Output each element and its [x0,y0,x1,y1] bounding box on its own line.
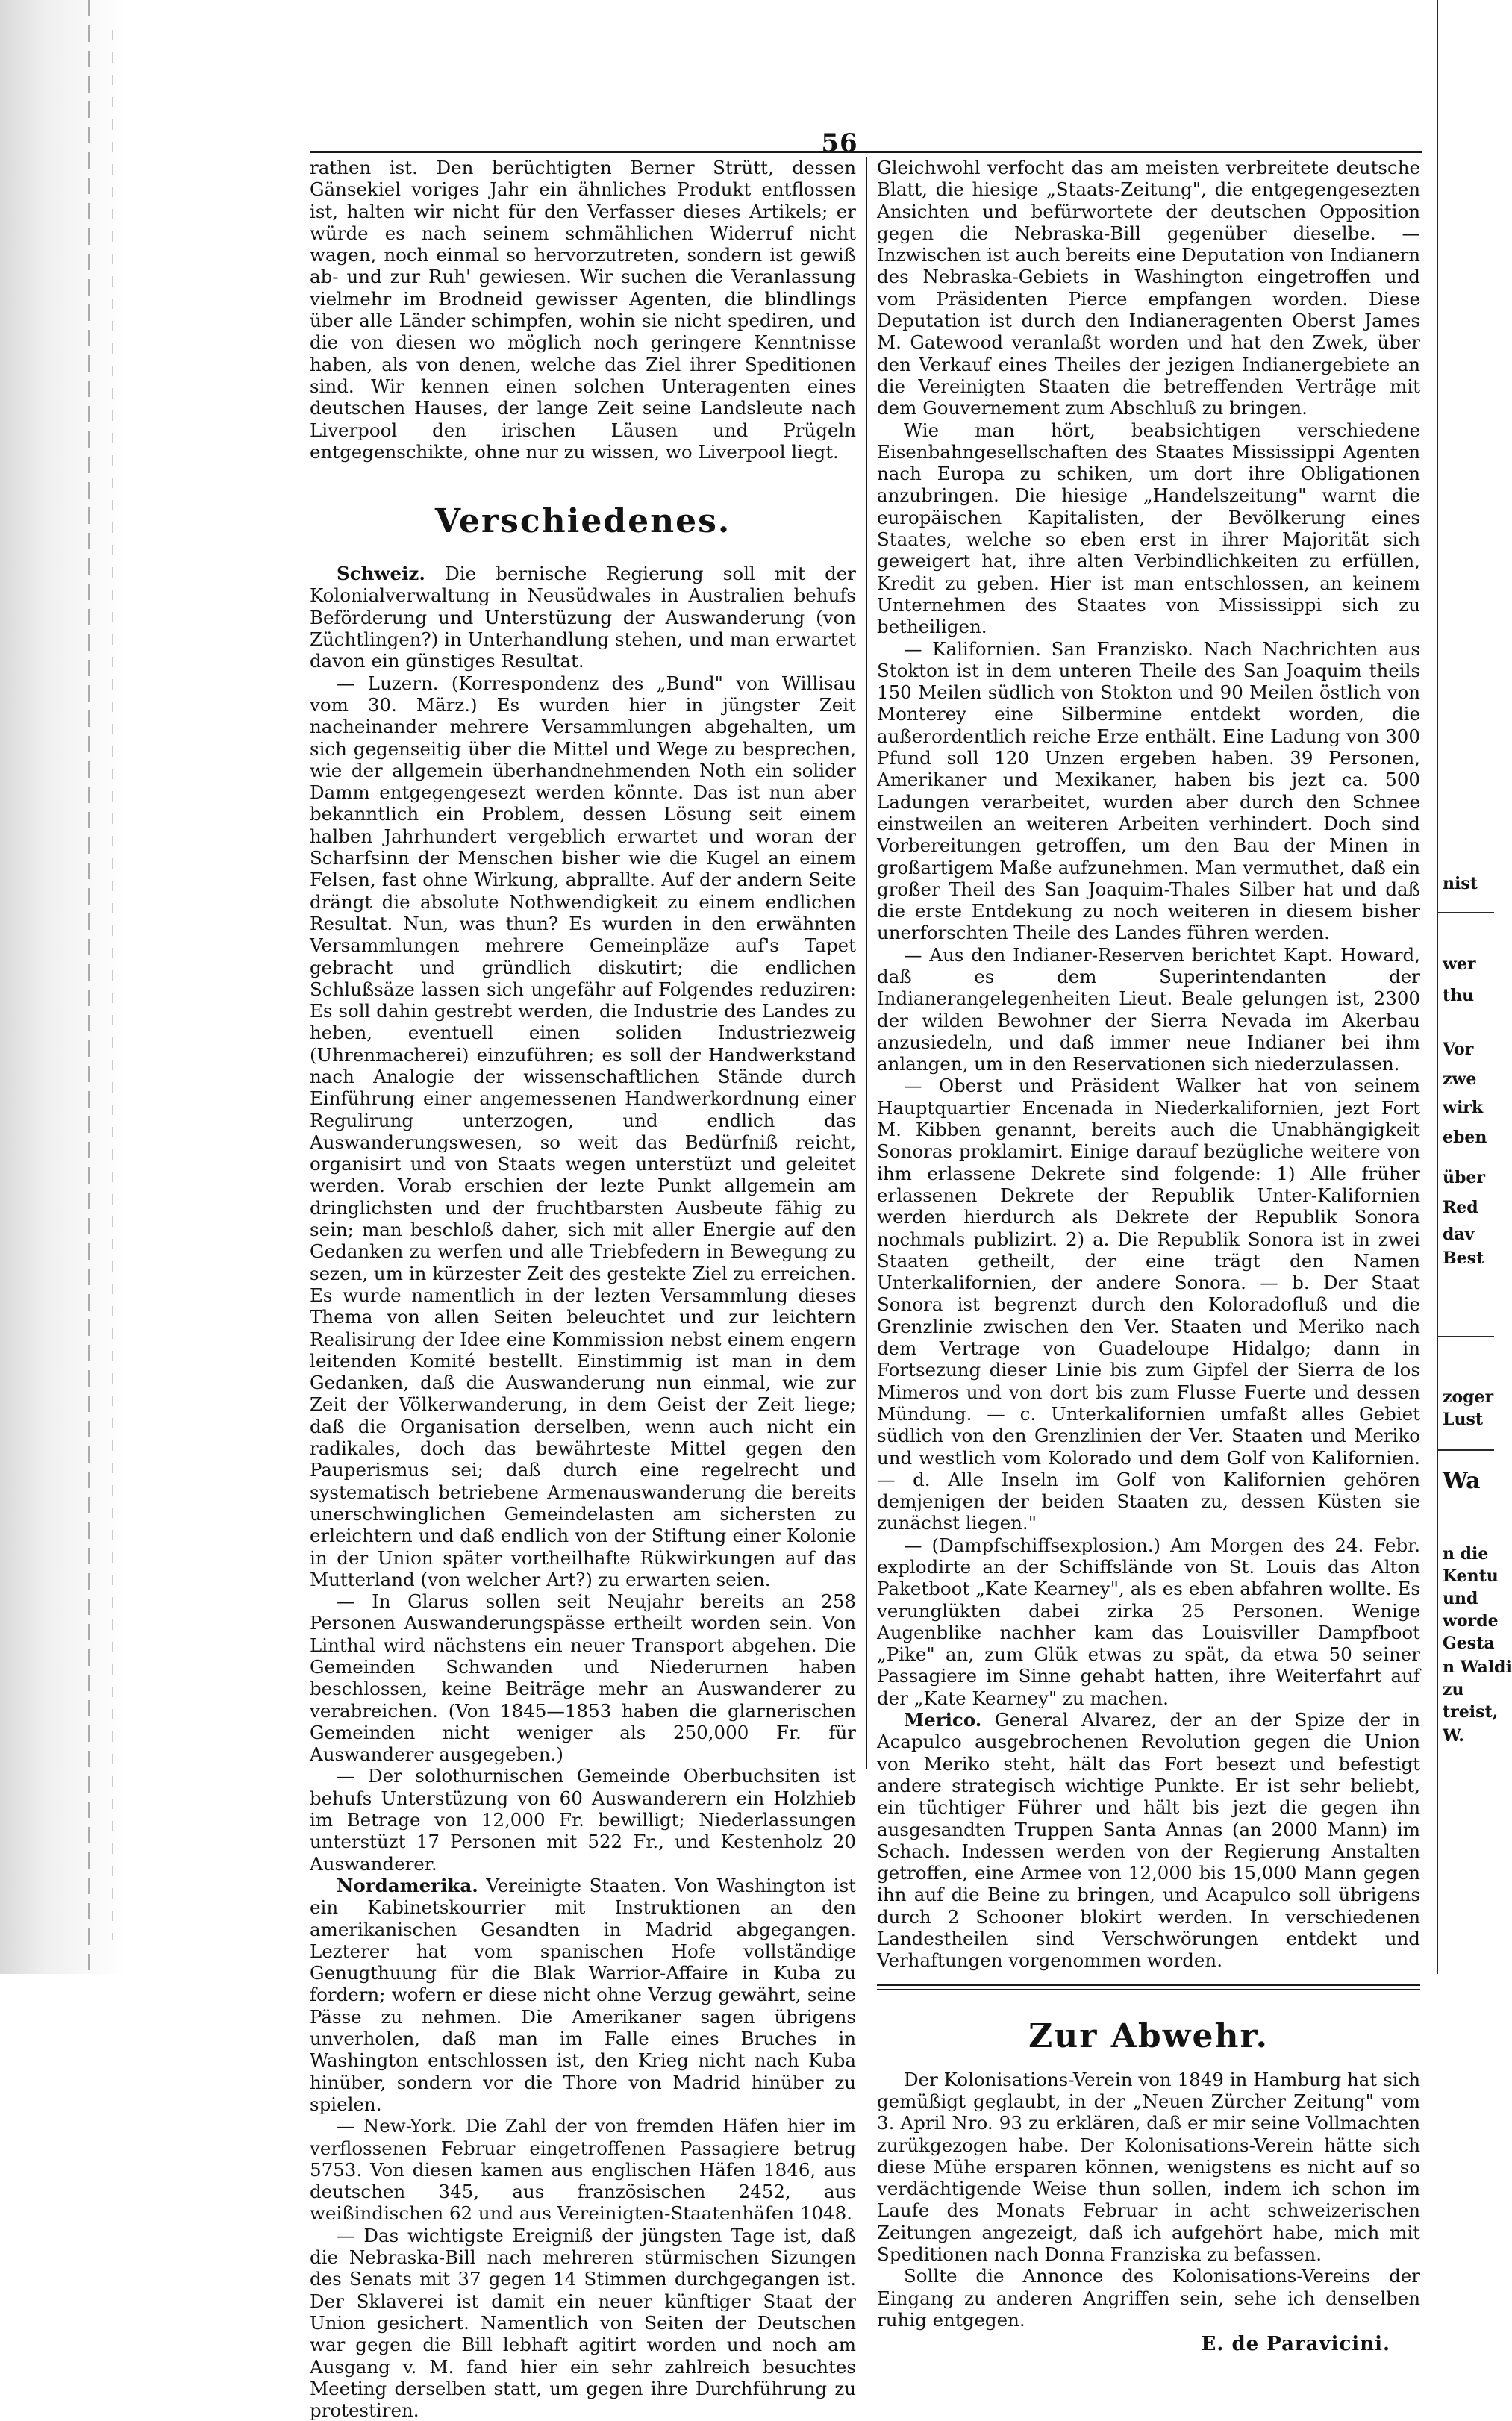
neighbor-fragment: Kentu [1443,1566,1499,1586]
neighbor-fragment: dav [1443,1225,1475,1244]
article-paragraph [877,1534,1420,1709]
neighbor-fragment: zwe [1443,1069,1477,1089]
neighbor-fragment: nist [1443,874,1478,893]
header-rule [310,151,1422,153]
neighbor-fragment: Wa [1443,1468,1481,1494]
page-number: 56 [821,128,858,158]
article-paragraph [877,944,1420,1075]
signature: E. de Paravicini. [1201,2333,1390,2356]
neighbor-fragment: wirk [1443,1098,1484,1117]
neighbor-fragment: treist, [1443,1702,1499,1722]
column-divider [866,157,867,1769]
article-paragraph [877,638,1420,944]
neighbor-fragment: über [1443,1168,1485,1187]
scan-left-margin [0,0,127,1974]
neighbor-fragment: n Waldi [1443,1658,1512,1677]
neighbor-fragment: wer [1443,955,1476,974]
neighbor-fragment: zoger [1443,1387,1494,1407]
article-text: Gleichwohl verfocht das am meisten verbreitete deutsche Blatt, die hiesige „Staats-Zeitung", die entgegengesezten Ansichten und befürwortete der deutschen Opposition gegen die Nebraska-Bill gegenüber dieselbe. — Inzwischen ist auch bereits eine Deputation von Indianern des Nebraska-Gebiets in Washington eingetroffen und vom Präsidenten Pierce empfangen worden. Diese Deputation ist durch den Indianeragenten Oberst James M. Gatewood veranlaßt worden und hat den Zwek, über den Verkauf eines Theiles der jezigen Indianergebiete an die Vereinigten Staaten die betreffenden Verträge mit dem Gouvernement zum Abschluß zu bringen. [877,157,1420,419]
article-paragraph [310,1765,856,1874]
neighbor-fragment: thu [1443,986,1475,1005]
article-text: — Aus den Indianer-Reserven berichtet Kapt. Howard, daß es dem Superintendanten der Indianerangelegenheiten Lieut. Beale gelungen ist, 2300 der wilden Bewohner der Sierra Nevada im Akerbau anzusiedeln, und daß immer neue Indianer bei ihm anlangen, um in den Reservationen sich niederzulassen. [877,943,1420,1075]
article-text: — New-York. Die Zahl der von fremden Häfen hier im verflossenen Februar eingetroffenen Passagiere betrug 5753. Von diesen kamen aus englischen Häfen 1846, aus deutschen 345, aus französischen 2452, aus weißindischen 62 und aus Vereinigten-Staatenhäfen 1048. [310,2115,856,2225]
article-text: — Das wichtigste Ereigniß der jüngsten Tage ist, daß die Nebraska-Bill nach mehreren stürmischen Sizungen des Senats mit 37 gegen 14 Stimmen durchgegangen ist. Der Sklaverei ist damit ein neuer künftiger Staat der Union gesichert. Namentlich von Seiten der Deutschen war gegen die Bill lebhaft agitirt worden und noch am Ausgang v. M. fand hier ein sehr zahlreich besuchtes Meeting derselben statt, um gegen ihre Durchführung zu protestiren. [310,2224,856,2421]
article-text: Die bernische Regierung soll mit der Kolonialverwaltung in Neusüdwales in Australien behufs Beförderung und Unterstüzung der Auswanderung (von Züchtlingen?) in Unterhandlung stehen, und man erwartet davon ein günstiges Resultat. [310,563,856,672]
article-text: Vereinigte Staaten. Von Washington ist ein Kabinetskourrier mit Instruktionen an den amerikanischen Gesandten in Madrid abgegangen. Lezterer hat vom spanischen Hofe vollständige Genugthuung für die Blak Warrior-Affaire in Kuba zu fordern; wofern er diese nicht ohne Verzug gewährt, seine Pässe zu nehmen. Die Amerikaner sagen übrigens unverholen, daß man im Falle eines Bruches in Washington entschlossen ist, den Krieg nicht nach Kuba hinüber, sondern vor die Thore von Madrid hinüber zu spielen. [310,1874,856,2115]
section-heading-verschiedenes: Verschiedenes. [434,502,731,541]
section-rule [877,1984,1420,1986]
article-text: Wie man hört, beabsichtigen verschiedene Eisenbahngesellschaften des Staates Mississippi Agenten nach Europa zu schiken, um dort ihre Obligationen anzubringen. Die hiesige „Handelszeitung" warnt die europäischen Kapitalisten, der Bevölkerung eines Staates, welche so eben erst in ihrer Majorität sich geweigert hat, ihre alten Verbindlichkeiten zu erfüllen, Kredit zu geben. Hier ist man entschlossen, an keinem Unternehmen des Staates von Mississippi sich zu betheiligen. [877,419,1420,638]
article-text: — (Dampfschiffsexplosion.) Am Morgen des 24. Febr. explodirte an der Schiffslände von St. Louis das Alton Paketboot „Kate Kearney", als es eben abfahren wollte. Es verunglükten dabei zirka 25 Personen. Wenige Augenblike nachher kam das Louisviller Dampfboot „Pike" an, zum Glük etwas zu spät, da etwa 50 seiner Passagiere im Sinne gehabt hatten, ihre Weiterfahrt auf der „Kate Kearney" zu machen. [877,1534,1420,1709]
article-paragraph [310,672,856,1590]
section-rule-thin [877,1989,1420,1990]
left-column [310,157,856,2421]
article-paragraph [310,2115,856,2224]
neighbor-rule [1438,1336,1494,1337]
article-paragraph [310,1875,856,2115]
neighbor-fragment: Vor [1443,1040,1474,1059]
article-paragraph [877,419,1420,638]
article-lead: Merico. [904,1709,982,1731]
neighbor-fragment: W. [1443,1726,1464,1746]
neighbor-rule [1438,912,1494,913]
article-paragraph [877,1709,1420,1972]
neighbor-fragment: Lust [1443,1410,1484,1429]
neighbor-fragment: Gesta [1443,1634,1495,1653]
neighbor-rule [1438,1449,1494,1451]
section-heading-zur-abwehr: Zur Abwehr. [1028,2017,1269,2055]
neighbor-page-edge [1437,0,1512,1974]
article-text: — In Glarus sollen seit Neujahr bereits an 258 Personen Auswanderungspässe ertheilt worden sein. Von Linthal wird nächstens ein neuer Transport abgehen. Die Gemeinden Schwanden und Niederurnen haben beschlossen, keine Beiträge mehr an Auswanderer zu verabreichen. (Von 1845—1853 haben die glarnerischen Gemeinden nicht weniger als 250,000 Fr. für Auswanderer ausgegeben.) [310,1590,856,1766]
neighbor-fragment: n die [1443,1544,1489,1564]
article-text: — Luzern. (Korrespondenz des „Bund" von Willisau vom 30. März.) Es wurden hier in jüngster Zeit nacheinander mehrere Versammlungen abgehalten, um sich gegenseitig über die Mittel und Wege zu besprechen, wie der allgemein überhandnehmenden Noth ein solider Damm entgegengesezt werden könnte. Das ist nun aber bekanntlich ein Problem, dessen Lösung seit einem halben Jahrhundert vergeblich erwartet und woran der Scharfsinn der Menschen bisher wie die Kugel an einem Felsen, fast ohne Wirkung, abprallte. Auf der andern Seite drängt die absolute Nothwendigkeit zu einem endlichen Resultat. Nun, was thun? Es wurden in den erwähnten Versammlungen mehrere Gemeinpläze auf's Tapet gebracht und gründlich diskutirt; die endlichen Schlußsäze lassen sich ungefähr auf Folgendes reduziren: Es soll dahin gestrebt werden, die Industrie des Landes zu heben, eventuell einen soliden Industriezweig (Uhrenmacherei) einzuführen; es soll der Handwerkstand nach Analogie der wissenschaftlichen Stände durch Einführung einer angemessenen Handwerkordnung einer Regulirung unterzogen, und endlich das Auswanderungswesen, so weit das Bedürfniß reicht, organisirt und von Staats wegen unterstüzt und geleitet werden. Vorab erschien der lezte Punkt allgemein am dringlichsten und der fruchtbarsten Ausbeute fähig zu sein; man beschloß daher, sich mit aller Energie auf den Gedanken zu werfen und alle Triebfedern in Bewegung zu sezen, um in kürzester Zeit des gestekte Ziel zu erreichen. Es wurde namentlich in der lezten Versammlung dieses Thema von allen Seiten beleuchtet und zur leichtern Realisirung der Idee eine Kommission nebst einem engern leitenden Komité bestellt. Einstimmig ist man in dem Gedanken, daß die Auswanderung nun einmal, wie zur Zeit der Völkerwanderung, in dem Geist der Zeit liege; daß die Organisation derselben, wenn auch nicht ein radikales, doch das bewährteste Mittel gegen den Pauperismus sei; daß durch eine regelrecht und systematisch betriebene Armenauswanderung die bereits unerschwinglichen Gemeindelasten am sichersten zu erleichtern und daß endlich von der Stiftung einer Kolonie in der Union später vortheilhafte Rükwirkungen auf das Mutterland (von welcher Art?) zu erwarten seien. [310,672,856,1590]
article-paragraph [310,1590,856,1765]
right-column [877,157,1420,2356]
continued-paragraph: rathen ist. Den berüchtigten Berner Strütt, dessen Gänsekiel voriges Jahr ein ähnliches Produkt entflossen ist, halten wir nicht für den Verfasser dieses Artikels; er würde es nach seinem schmählichen Widerruf nicht wagen, noch einmal so hervorzutreten, sondern ist gewiß ab- und zur Ruh' gewiesen. Wir suchen die Veranlassung vielmehr im Brodneid gewisser Agenten, die blindlings über alle Länder schimpfen, wohin sie nicht spediren, und die von diesen wo möglich noch geringere Kenntnisse haben, als von denen, welche das Ziel ihrer Speditionen sind. Wir kennen einen solchen Unteragenten eines deutschen Hauses, der lange Zeit seine Landsleute nach Liverpool den irischen Läusen und Prügeln entgegenschikte, ohne nur zu wissen, wo Liverpool liegt. [310,157,856,463]
article-paragraph [877,157,1420,419]
abwehr-paragraph: Der Kolonisations-Verein von 1849 in Hamburg hat sich gemüßigt geglaubt, in der „Neuen Zürcher Zeitung" vom 3. April Nro. 93 zu erklären, daß er mir seine Vollmachten zurükgezogen habe. Der Kolonisations-Verein hätte sich diese Mühe ersparen können, wenigstens es nicht auf so verdächtigende Weise thun sollen, indem ich schon im Laufe des Monats Februar in acht schweizerischen Zeitungen angezeigt, daß ich aufgehört habe, mich mit Speditionen nach Donna Franziska zu befassen. [877,2068,1420,2266]
article-lead: Nordamerika. [337,1874,478,1896]
neighbor-fragment: zu [1443,1680,1464,1699]
neighbor-fragment: Best [1443,1249,1484,1268]
neighbor-fragment: und [1443,1589,1478,1608]
neighbor-fragment: eben [1443,1128,1487,1147]
article-text: — Oberst und Präsident Walker hat von seinem Hauptquartier Encenada in Niederkalifornien, jezt Fort M. Kibben genannt, bereits auch die Unabhängigkeit Sonoras proklamirt. Einige darauf bezügliche weitere von ihm erlassene Dekrete sind folgende: 1) Alle früher erlassenen Dekrete der Republik Unter-Kalifornien werden hierdurch als Dekrete der Republik Sonora nochmals publizirt. 2) a. Die Republik Sonora ist in zwei Staaten getheilt, der eine trägt den Namen Unterkalifornien, der andere Sonora. — b. Der Staat Sonora ist begrenzt durch den Koloradofluß und die Grenzlinie zwischen den Ver. Staaten und Meriko nach dem Vertrage von Guadeloupe Hidalgo; dann in Fortsezung dieser Linie bis zum Gipfel der Sierra de los Mimeros und von dort bis zum Flusse Fuerte und dessen Mündung. — c. Unterkalifornien umfaßt alles Gebiet südlich von den Grenzlinien der Ver. Staaten und Meriko und westlich vom Kolorado und dem Golf von Kalifornien. — d. Alle Inseln im Golf von Kalifornien gehören demjenigen der beiden Staaten zu, dessen Küsten sie zunächst liegen." [877,1075,1420,1534]
article-paragraph [310,2225,856,2421]
neighbor-fragment: worde [1443,1611,1499,1631]
article-text: — Der solothurnischen Gemeinde Oberbuchsiten ist behufs Unterstüzung von 60 Auswanderern ein Holzhieb im Betrage von 12,000 Fr. bewilligt; Niederlassungen unterstüzt 17 Personen mit 522 Fr., und Kestenholz 20 Auswanderer. [310,1765,856,1875]
article-text: — Kalifornien. San Franzisko. Nach Nachrichten aus Stokton ist in dem unteren Theile des San Joaquim theils 150 Meilen südlich von Stokton und 90 Meilen östlich von Monterey eine Silbermine entdekt worden, die außerordentlich reiche Erze enthält. Eine Ladung von 300 Pfund soll 120 Unzen ergeben haben. 39 Personen, Amerikaner und Mexikaner, haben bis jezt ca. 500 Ladungen verarbeitet, wurden aber durch den Schnee einstweilen an weiteren Arbeiten verhindert. Doch sind Vorbereitungen getroffen, um den Bau der Minen in großartigem Maße aufzunehmen. Man vermuthet, daß ein großer Theil des San Joaquim-Thales Silber hat und daß die erste Entdekung zu noch weiteren in diesem bisher unerforschten Theile des Landes führen werden. [877,637,1420,944]
abwehr-paragraph: Sollte die Annonce des Kolonisations-Vereins der Eingang zu anderen Angriffen sein, sehe ich denselben ruhig entgegen. [877,2265,1420,2331]
neighbor-fragment: Red [1443,1198,1478,1217]
article-lead: Schweiz. [337,563,425,585]
article-paragraph [310,563,856,672]
article-text: General Alvarez, der an der Spize der in Acapulco ausgebrochenen Revolution gegen die Union von Meriko steht, hält das Fort besezt und befestigt andere strategisch wichtige Punkte. Er ist sehr beliebt, ein tüchtiger Führer und hält bis jezt die gegen ihn ausgesandten Truppen Santa Annas (an 2000 Mann) im Schach. Indessen werden von der Regierung Anstalten getroffen, eine Armee von 12,000 bis 15,000 Mann gegen ihn auf die Beine zu bringen, und Acapulco soll übrigens durch 2 Schooner blokirt werden. In verschiedenen Landestheilen sind Verschwörungen entdekt und Verhaftungen vorgenommen worden. [877,1709,1420,1972]
article-paragraph [877,1075,1420,1534]
